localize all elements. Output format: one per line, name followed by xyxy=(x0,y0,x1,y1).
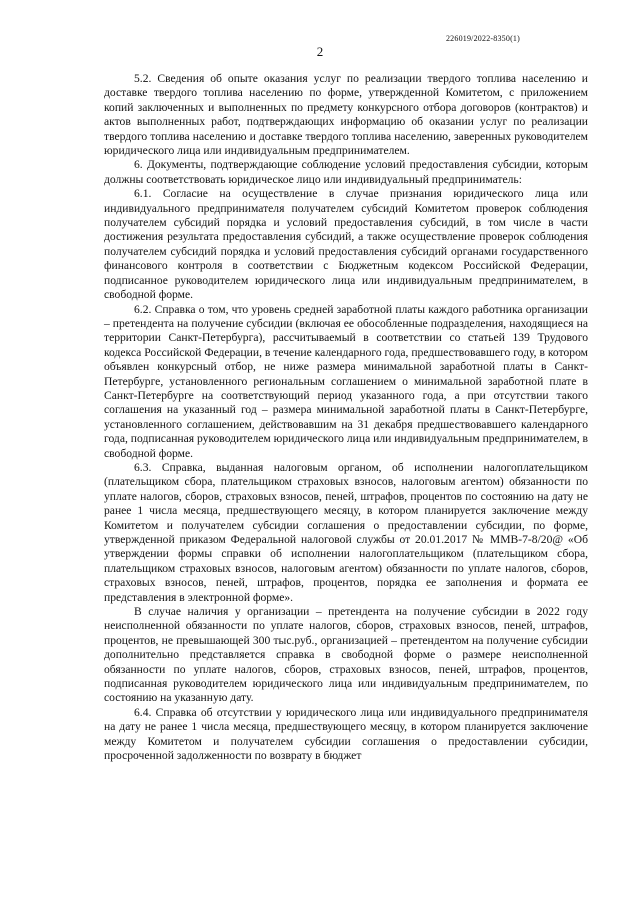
document-id: 226019/2022-8350(1) xyxy=(445,34,520,43)
paragraph-6-1: 6.1. Согласие на осуществление в случае признания юридического лица или индивидуального предпринимателя получателем субсидий Комитетом проверок соблюдения получателем субсидий порядка и условий предоставления субсидий, в том числе в части достижения результата предоставления субсидий, а также осуществление проверок соблюдения получателем субсидий порядка и условий предоставления субсидий органами государственного финансового контроля в соответствии с Бюджетным кодексом Российской Федерации, подписанное руководителем юридического лица или индивидуальным предпринимателем, в свободной форме. xyxy=(104,187,588,302)
paragraph-6-4: 6.4. Справка об отсутствии у юридического лица или индивидуального предпринимателя на дату не ранее 1 числа месяца, предшествующего месяцу, в котором планируется заключение между Комитетом и получателем субсидии соглашения о предоставлении субсидии, просроченной задолженности по возврату в бюджет xyxy=(104,705,588,763)
document-body xyxy=(104,72,588,764)
paragraph-6: 6. Документы, подтверждающие соблюдение условий предоставления субсидии, которым должны соответствовать юридическое лицо или индивидуальный предприниматель: xyxy=(104,158,588,186)
paragraph-6-2: 6.2. Справка о том, что уровень средней заработной платы каждого работника организации – претендента на получение субсидии (включая ее обособленные подразделения, находящиеся на территории Санкт-Петербурга), рассчитываемый в соответствии со статьей 139 Трудового кодекса Российской Федерации, в течение календарного года, предшествовавшего году, в котором объявлен конкурсный отбор, не ниже размера минимальной заработной платы в Санкт-Петербурге, установленного региональным соглашением о минимальной заработной плате в Санкт-Петербурге на соответствующий период указанного года, а при отсутствии такого соглашения на указанный год – размера минимальной заработной платы в Санкт-Петербурге, установленного соглашением, действовавшим на 31 декабря предшествовавшего календарного года, подписанная руководителем юридического лица или индивидуальным предпринимателем, в свободной форме. xyxy=(104,302,588,460)
page-number: 2 xyxy=(316,44,324,59)
paragraph-6-3: 6.3. Справка, выданная налоговым органом, об исполнении налогоплательщиком (плательщиком сбора, плательщиком страховых взносов, налоговым агентом) обязанности по уплате налогов, сборов, страховых взносов, пеней, штрафов, процентов по состоянию на дату не ранее 1 числа месяца, предшествующего месяцу, в котором планируется заключение между Комитетом и получателем субсидии соглашения о предоставлении субсидии, по форме, утвержденной приказом Федеральной налоговой службы от 20.01.2017 № ММВ-7-8/20@ «Об утверждении формы справки об исполнении налогоплательщиком (плательщиком сбора, плательщиком страховых взносов, налоговым агентом) обязанности по уплате налогов, сборов, страховых взносов, пеней, штрафов, процентов, порядка ее заполнения и формата ее представления в электронной форме». xyxy=(104,460,588,604)
paragraph-5-2: 5.2. Сведения об опыте оказания услуг по реализации твердого топлива населению и доставке твердого топлива населению по форме, утвержденной Комитетом, с приложением копий заключенных и выполненных по предмету конкурсного отбора договоров (контрактов) и актов выполненных работ, подтверждающих информацию об оказании услуг по реализации твердого топлива населению и доставке твердого топлива населению, заверенных руководителем юридического лица или индивидуальным предпринимателем. xyxy=(104,72,588,158)
paragraph-6-3-note: В случае наличия у организации – претендента на получение субсидии в 2022 году неисполненной обязанности по уплате налогов, сборов, страховых взносов, пеней, штрафов, процентов, не превышающей 300 тыс.руб., организацией – претендентом на получение субсидии дополнительно представляется справка в свободной форме о размере неисполненной обязанности по уплате налогов, сборов, страховых взносов, пеней, штрафов, процентов, подписанная руководителем юридического лица или индивидуальным предпринимателем, по состоянию на указанную дату. xyxy=(104,605,588,705)
